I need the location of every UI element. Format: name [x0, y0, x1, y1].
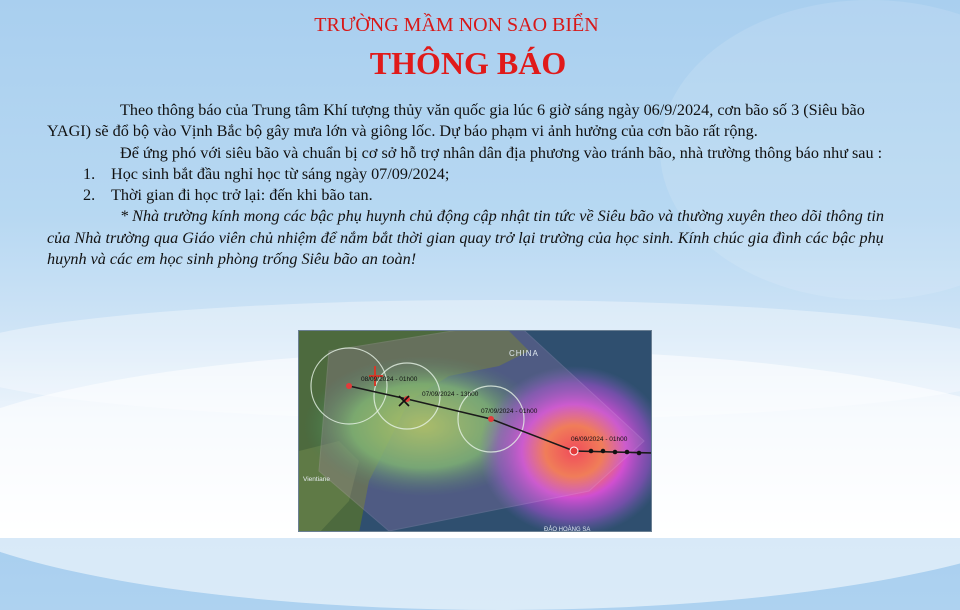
announcement-body [47, 100, 897, 270]
list-number: 2. [83, 186, 96, 205]
list-text: Học sinh bắt đầu nghỉ học từ sáng ngày 07/09/2024; [111, 164, 450, 183]
paragraph-1: Theo thông báo của Trung tâm Khí tượng thủy văn quốc gia lúc 6 giờ sáng ngày 06/9/2024, cơn bão số 3 (Siêu bão YAGI) sẽ đổ bộ vào Vịnh Bắc bộ gây mưa lớn và giông lốc. Dự báo phạm vi ảnh hưởng của cơn bão rất rộng. [47, 101, 865, 141]
list-number: 1. [83, 164, 96, 183]
list-item [47, 185, 897, 206]
map-label-bottom: ĐẢO HOÀNG SA [544, 527, 591, 532]
map-label-time: 08/09/2024 - 01h00 [361, 376, 418, 383]
parent-note: * Nhà trường kính mong các bậc phụ huynh chủ động cập nhật tin tức về Siêu bão và thường xuyên theo dõi thông tin của Nhà trường qua Giáo viên chủ nhiệm để nắm bắt thời gian quay trở lại trường của học sinh. Kính chúc gia đình các bậc phụ huynh và các em học sinh phòng trống Siêu bão an toàn! [47, 207, 884, 269]
list-text: Thời gian đi học trở lại: đến khi bão tan. [111, 186, 373, 205]
track-point [637, 451, 642, 456]
map-label-time: 07/09/2024 - 01h00 [481, 408, 538, 415]
list-item [47, 164, 897, 185]
map-label-time: 06/09/2024 - 01h00 [571, 436, 628, 443]
track-point [625, 450, 630, 455]
track-point [589, 449, 594, 454]
map-label-country: CHINA [509, 349, 539, 358]
storm-map-graphic [299, 331, 652, 532]
notice-list [47, 164, 897, 207]
storm-track-map [298, 330, 652, 532]
track-point [346, 383, 352, 389]
track-point [488, 416, 494, 422]
paragraph-2: Để ứng phó với siêu bão và chuẩn bị cơ sở hỗ trợ nhân dân địa phương vào tránh bão, nhà trường thông báo như sau : [120, 143, 883, 162]
map-label-city: Vientiane [303, 476, 330, 483]
track-point [613, 450, 618, 455]
map-label-time: 07/09/2024 - 13h00 [422, 391, 479, 398]
track-point [601, 449, 606, 454]
storm-center [570, 447, 578, 455]
school-name: TRƯỜNG MẦM NON SAO BIỂN [314, 14, 599, 36]
page-title: THÔNG BÁO [369, 45, 567, 81]
